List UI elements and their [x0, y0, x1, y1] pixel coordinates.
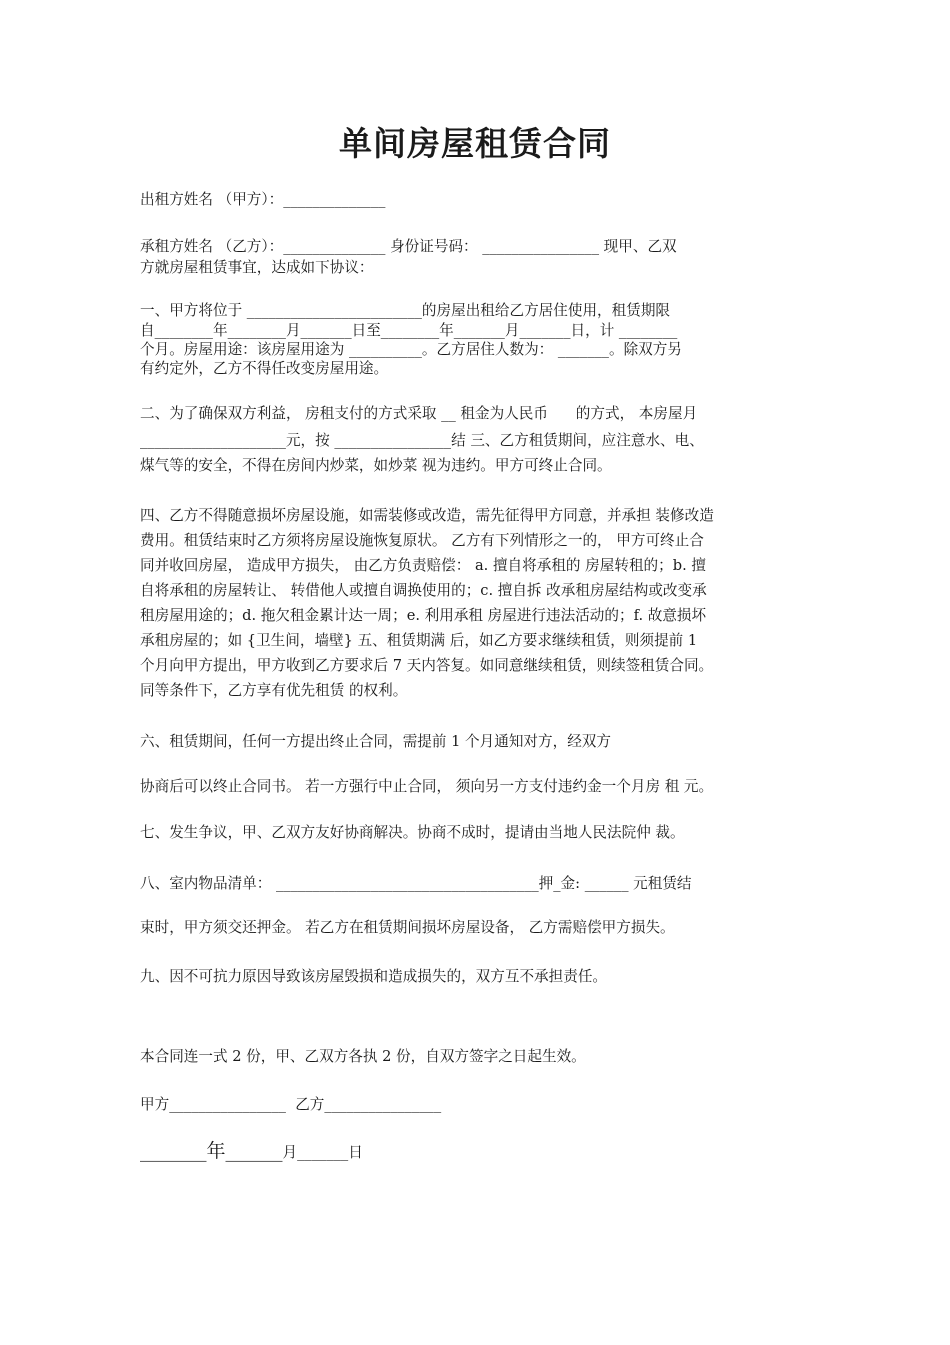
clause-5-line-3: 同等条件下，乙方享有优先租赁 的权利。 — [140, 682, 408, 699]
date-day-label: 日 — [348, 1144, 363, 1161]
clause-9-line: 九、因不可抗力原因导致该房屋毁损和造成损失的，双方互不承担责任。 — [140, 968, 608, 985]
signing-date-line — [140, 1140, 363, 1164]
lessee-name-line: 承租方姓名 （乙方）：______________ 身份证号码： ________________ 现甲、乙双 — [140, 238, 677, 255]
signature-line: 甲方________________ 乙方________________ — [140, 1096, 442, 1113]
clause-2-line-1: 二、为了确保双方利益， 房租支付的方式采取 __ 租金为人民币 的方式， 本房屋月 — [140, 405, 698, 422]
lessor-name-line: 出租方姓名 （甲方）：______________ — [140, 191, 386, 208]
contract-title: 单间房屋租赁合同 — [339, 124, 611, 163]
clause-2-line-2: ____________________元，按 ________________结 三、乙方租赁期间，应注意水、电、 — [140, 432, 704, 449]
clause-8-line-2: 束时，甲方须交还押金。 若乙方在租赁期间损坏房屋设备， 乙方需赔偿甲方损失。 — [140, 919, 675, 936]
date-year-label: 年 — [206, 1140, 226, 1162]
clause-8-line-1: 八、室内物品清单： ____________________________________押_金: ______ 元租赁结 — [140, 875, 692, 892]
clause-6-line-2: 协商后可以终止合同书。 若一方强行中止合同， 须向另一方支付违约金一个月房 租 元。 — [140, 778, 714, 795]
clause-5-line-1: 承租房屋的；如 {卫生间，墙壁} 五、租赁期满 后，如乙方要求继续租赁，则须提前 1 — [140, 632, 698, 649]
clause-3-line: 煤气等的安全，不得在房间内炒菜，如炒菜 视为违约。甲方可终止合同。 — [140, 457, 612, 474]
date-month-blank: ______ — [225, 1140, 283, 1162]
clause-4-line-5: 租房屋用途的；d. 拖欠租金累计达一周；e. 利用承租 房屋进行违法活动的；f. 故意损坏 — [140, 607, 707, 624]
date-year-blank: _______ — [140, 1140, 207, 1162]
clause-4-line-4: 自将承租的房屋转让、 转借他人或擅自调换使用的；c. 擅自拆 改承租房屋结构或改变承 — [140, 582, 707, 599]
agreement-intro-line: 方就房屋租赁事宜，达成如下协议： — [140, 259, 374, 276]
clause-1-line-4: 有约定外，乙方不得任改变房屋用途。 — [140, 360, 389, 377]
clause-1-line-3: 个月。房屋用途：该房屋用途为 __________。乙方居住人数为： _______。除双方另 — [140, 341, 682, 358]
clause-1-line-1: 一、甲方将位于 ________________________的房屋出租给乙方居住使用，租赁期限 — [140, 302, 671, 319]
clause-6-line-1: 六、租赁期间，任何一方提出终止合同，需提前 1 个月通知对方，经双方 — [140, 733, 611, 750]
clause-1-line-2: 自________年________月_______日至________年_______月_______日，计 ________ — [140, 322, 678, 339]
clause-4-line-1: 四、乙方不得随意损坏房屋设施，如需装修或改造，需先征得甲方同意，并承担 装修改造 — [140, 507, 714, 524]
clause-5-line-2: 个月向甲方提出，甲方收到乙方要求后 7 天内答复。如同意继续租赁，则续签租赁合同。 — [140, 657, 714, 674]
copies-clause-line: 本合同连一式 2 份，甲、乙双方各执 2 份，自双方签字之日起生效。 — [140, 1048, 586, 1065]
clause-7-line: 七、发生争议，甲、乙双方友好协商解决。协商不成时，提请由当地人民法院仲 裁。 — [140, 824, 685, 841]
date-day-blank: _______ — [297, 1144, 349, 1161]
clause-4-line-3: 同并收回房屋， 造成甲方损失， 由乙方负责赔偿： a. 擅自将承租的 房屋转租的；b. 擅 — [140, 557, 706, 574]
date-month-label: 月 — [282, 1144, 298, 1161]
clause-4-line-2: 费用。租赁结束时乙方须将房屋设施恢复原状。 乙方有下列情形之一的， 甲方可终止合 — [140, 532, 704, 549]
